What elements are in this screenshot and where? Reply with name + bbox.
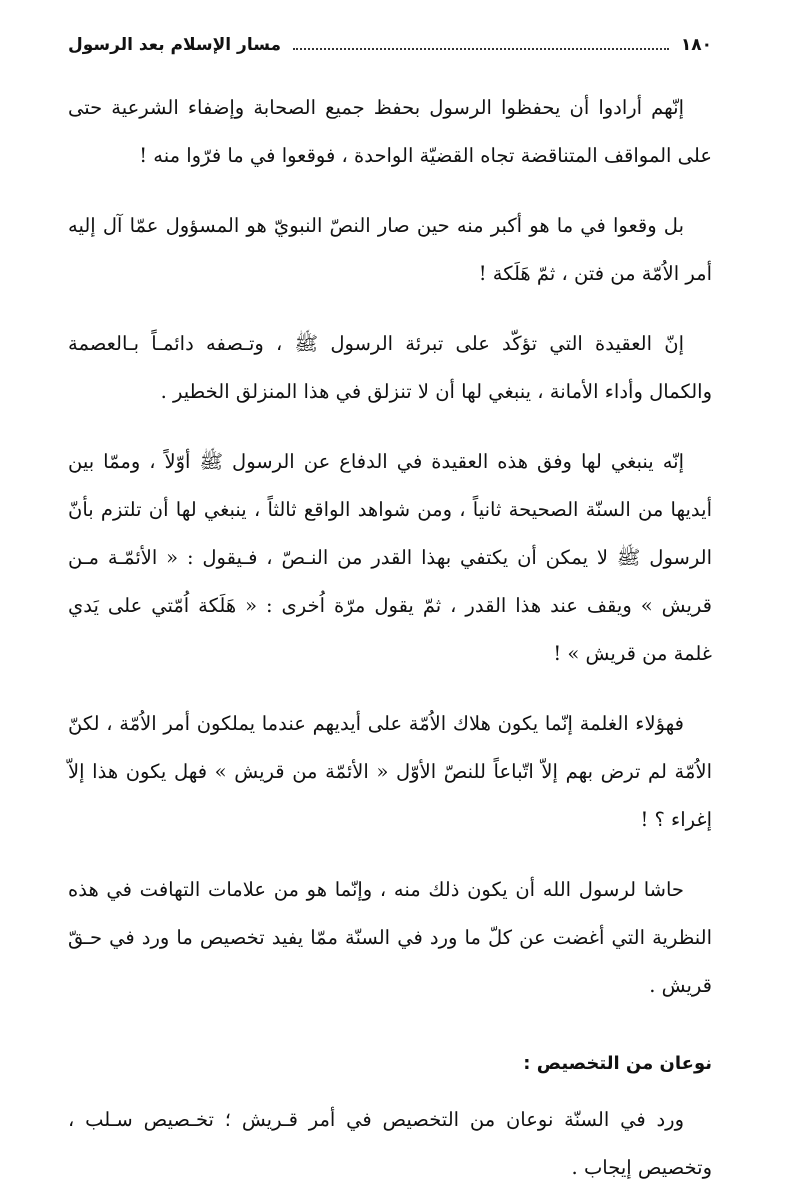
paragraph: إنّ العقيدة التي تؤكّد على تبرئة الرسول ﷺ ، وتـصفه دائمـاً بـالعصمة والكمال وأداء الأمانة ، ينبغي لها أن لا تنزلق في هذا المنزلق الخطير . [68,332,712,403]
section-paragraph: ورد في السنّة نوعان من التخصيص في أمر قـريش ؛ تخـصيص سـلب ، وتخصيص إيجاب . [68,1108,712,1179]
page-header [68,28,712,62]
running-title: مسار الإسلام بعد الرسول [68,35,282,55]
paragraph: حاشا لرسول الله أن يكون ذلك منه ، وإنّما هو من علامات التهافت في هذه النظرية التي أغضت عن كلّ ما ورد في السنّة ممّا يفيد تخصيص ما ورد في حـقّ قريش . [68,878,712,997]
dotted-leader [293,48,669,50]
paragraph: فهؤلاء الغلمة إنّما يكون هلاك الاُمّة على أيديهم عندما يملكون أمر الاُمّة ، لكنّ الاُمّة لم ترض بهم إلاّ اتّباعاً للنصّ الأوّل « الأئمّة من قريش » فهل يكون هذا إلاّ إغراء ؟ ! [68,712,712,831]
section-heading: نوعان من التخصيص : [523,1053,712,1074]
book-page [68,28,712,1179]
paragraph: بل وقعوا في ما هو أكبر منه حين صار النصّ النبويّ هو المسؤول عمّا آل إليه أمر الاُمّة من فتن ، ثمّ هَلَكة ! [68,214,712,285]
paragraph: إنّهم أرادوا أن يحفظوا الرسول بحفظ جميع الصحابة وإضفاء الشرعية حتى على المواقف المتناقضة تجاه القضيّة الواحدة ، فوقعوا في ما فرّوا منه ! [68,96,712,167]
page-number: ١٨٠ [680,35,712,55]
paragraph: إنّه ينبغي لها وفق هذه العقيدة في الدفاع عن الرسول ﷺ أوّلاً ، وممّا بين أيديها من السنّة الصحيحة ثانياً ، ومن شواهد الواقع ثالثاً ، ينبغي لها أن تلتزم بأنّ الرسول ﷺ لا يمكن أن يكتفي بهذا القدر من النـصّ ، فـيقول : « الأئمّـة مـن قريش » ويقف عند هذا القدر ، ثمّ يقول مرّة اُخرى : « هَلَكة اُمّتي على يَدي غلمة من قريش » ! [68,450,712,665]
page-content [68,84,712,1192]
